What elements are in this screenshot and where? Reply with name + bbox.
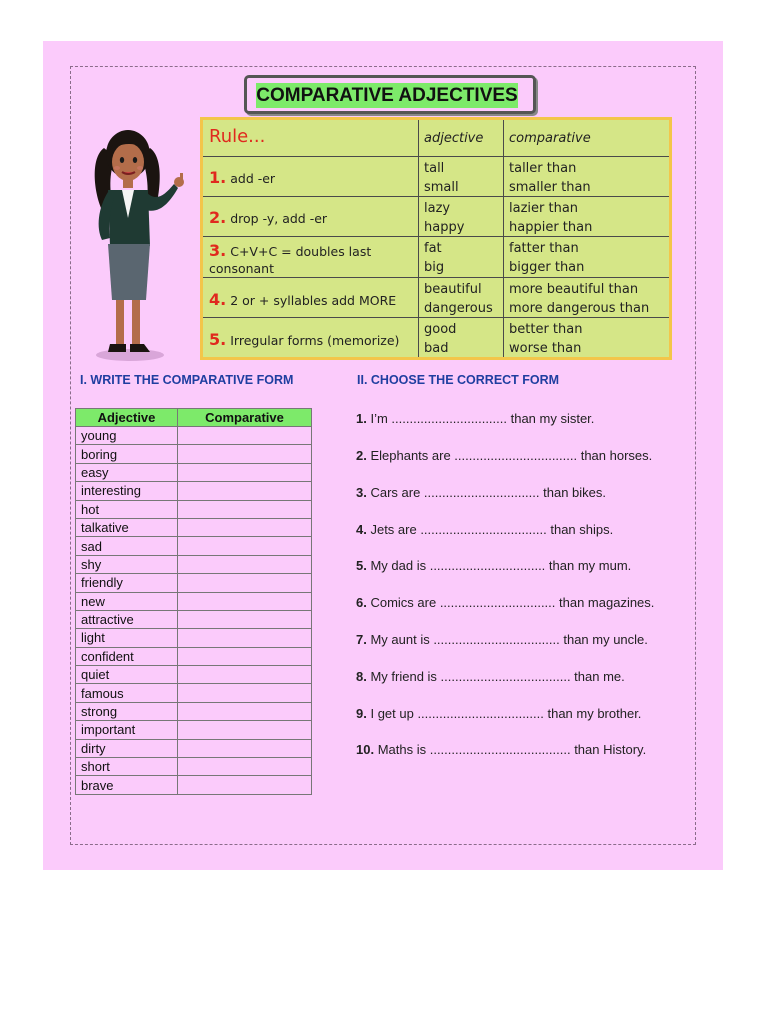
question-1: 1. I’m ................................ than my sister.	[356, 411, 595, 426]
adjective-cell: strong	[76, 702, 178, 720]
adjective-cell: brave	[76, 776, 178, 794]
comparative-answer-cell[interactable]	[178, 537, 312, 555]
question-7: 7. My aunt is ................................... than my uncle.	[356, 632, 648, 647]
comparative-answer-cell[interactable]	[178, 776, 312, 794]
rule-3-adjectives: fat big	[424, 241, 445, 275]
comparative-answer-cell[interactable]	[178, 518, 312, 536]
adjective-cell: attractive	[76, 610, 178, 628]
rule-1: 1. add -er	[209, 168, 276, 187]
comparative-answer-cell[interactable]	[178, 684, 312, 702]
rule-3-line2: consonant	[209, 261, 275, 276]
table-row	[76, 574, 312, 592]
question-6: 6. Comics are ................................ than magazines.	[356, 595, 655, 610]
comparative-answer-cell[interactable]	[178, 445, 312, 463]
adjective-cell: confident	[76, 647, 178, 665]
comparative-header: comparative	[509, 131, 591, 146]
comparative-answer-cell[interactable]	[178, 629, 312, 647]
rule-4-adjectives: beautiful dangerous	[424, 282, 493, 316]
question-9: 9. I get up ................................... than my brother.	[356, 706, 642, 721]
adjective-table-header	[76, 409, 312, 427]
table-row	[76, 482, 312, 500]
rule-3-comparatives: fatter than bigger than	[509, 241, 585, 275]
adjective-cell: friendly	[76, 574, 178, 592]
table-row	[76, 537, 312, 555]
table-row	[76, 518, 312, 536]
rule-5-comparatives: better than worse than	[509, 322, 583, 356]
table-row	[76, 555, 312, 573]
comparative-answer-cell[interactable]	[178, 482, 312, 500]
question-2: 2. Elephants are .................................. than horses.	[356, 448, 653, 463]
table-row	[76, 610, 312, 628]
rule-5: 5. Irregular forms (memorize)	[209, 330, 400, 349]
rule-2-comparatives: lazier than happier than	[509, 201, 593, 235]
table-row	[76, 500, 312, 518]
adjective-table	[75, 408, 312, 795]
table-row	[76, 647, 312, 665]
question-5: 5. My dad is ................................ than my mum.	[356, 558, 632, 573]
table-row	[76, 721, 312, 739]
table-row	[76, 445, 312, 463]
adjective-cell: dirty	[76, 739, 178, 757]
table-row	[76, 463, 312, 481]
comparative-answer-cell[interactable]	[178, 500, 312, 518]
rule-3: 3. C+V+C = doubles last	[209, 241, 372, 260]
table-row	[76, 427, 312, 445]
teacher-illustration	[80, 118, 190, 363]
table-row	[76, 629, 312, 647]
adjective-cell: short	[76, 758, 178, 776]
comparative-answer-cell[interactable]	[178, 702, 312, 720]
adjective-cell: quiet	[76, 666, 178, 684]
rule-2: 2. drop -y, add -er	[209, 208, 328, 227]
section-2-title: II. CHOOSE THE CORRECT FORM	[357, 373, 560, 387]
table-row	[76, 739, 312, 757]
table-row	[76, 666, 312, 684]
rule-4-comparatives: more beautiful than more dangerous than	[509, 282, 650, 316]
comparative-answer-cell[interactable]	[178, 610, 312, 628]
rule-1-adjectives: tall small	[424, 161, 459, 195]
adjective-column-header: Adjective	[76, 409, 178, 427]
question-4: 4. Jets are ................................... than ships.	[356, 522, 614, 537]
question-8: 8. My friend is .................................... than me.	[356, 669, 625, 684]
rule-2-adjectives: lazy happy	[424, 201, 465, 235]
adjective-cell: boring	[76, 445, 178, 463]
adjective-cell: sad	[76, 537, 178, 555]
adjective-cell: interesting	[76, 482, 178, 500]
comparative-answer-cell[interactable]	[178, 721, 312, 739]
rule-1-comparatives: taller than smaller than	[509, 161, 591, 195]
rule-header: Rule...	[209, 126, 266, 147]
rules-table	[200, 117, 672, 360]
rule-4: 4. 2 or + syllables add MORE	[209, 290, 397, 309]
table-row	[76, 592, 312, 610]
adjective-cell: talkative	[76, 518, 178, 536]
question-3: 3. Cars are ................................ than bikes.	[356, 485, 606, 500]
adjective-header: adjective	[424, 131, 484, 146]
adjective-cell: light	[76, 629, 178, 647]
page-title: COMPARATIVE ADJECTIVES	[256, 85, 518, 106]
comparative-answer-cell[interactable]	[178, 427, 312, 445]
comparative-answer-cell[interactable]	[178, 647, 312, 665]
table-row	[76, 702, 312, 720]
section-1-title: I. WRITE THE COMPARATIVE FORM	[80, 373, 294, 387]
adjective-cell: hot	[76, 500, 178, 518]
comparative-answer-cell[interactable]	[178, 739, 312, 757]
adjective-cell: shy	[76, 555, 178, 573]
adjective-cell: important	[76, 721, 178, 739]
table-row	[76, 776, 312, 794]
comparative-answer-cell[interactable]	[178, 463, 312, 481]
table-row	[76, 758, 312, 776]
comparative-answer-cell[interactable]	[178, 555, 312, 573]
comparative-column-header: Comparative	[178, 409, 312, 427]
title-box	[244, 75, 536, 114]
adjective-cell: famous	[76, 684, 178, 702]
comparative-answer-cell[interactable]	[178, 666, 312, 684]
adjective-cell: easy	[76, 463, 178, 481]
question-10: 10. Maths is ....................................... than History.	[356, 742, 647, 757]
adjective-cell: young	[76, 427, 178, 445]
table-row	[76, 684, 312, 702]
comparative-answer-cell[interactable]	[178, 574, 312, 592]
comparative-answer-cell[interactable]	[178, 592, 312, 610]
adjective-cell: new	[76, 592, 178, 610]
comparative-answer-cell[interactable]	[178, 758, 312, 776]
rule-5-adjectives: good bad	[424, 322, 457, 356]
